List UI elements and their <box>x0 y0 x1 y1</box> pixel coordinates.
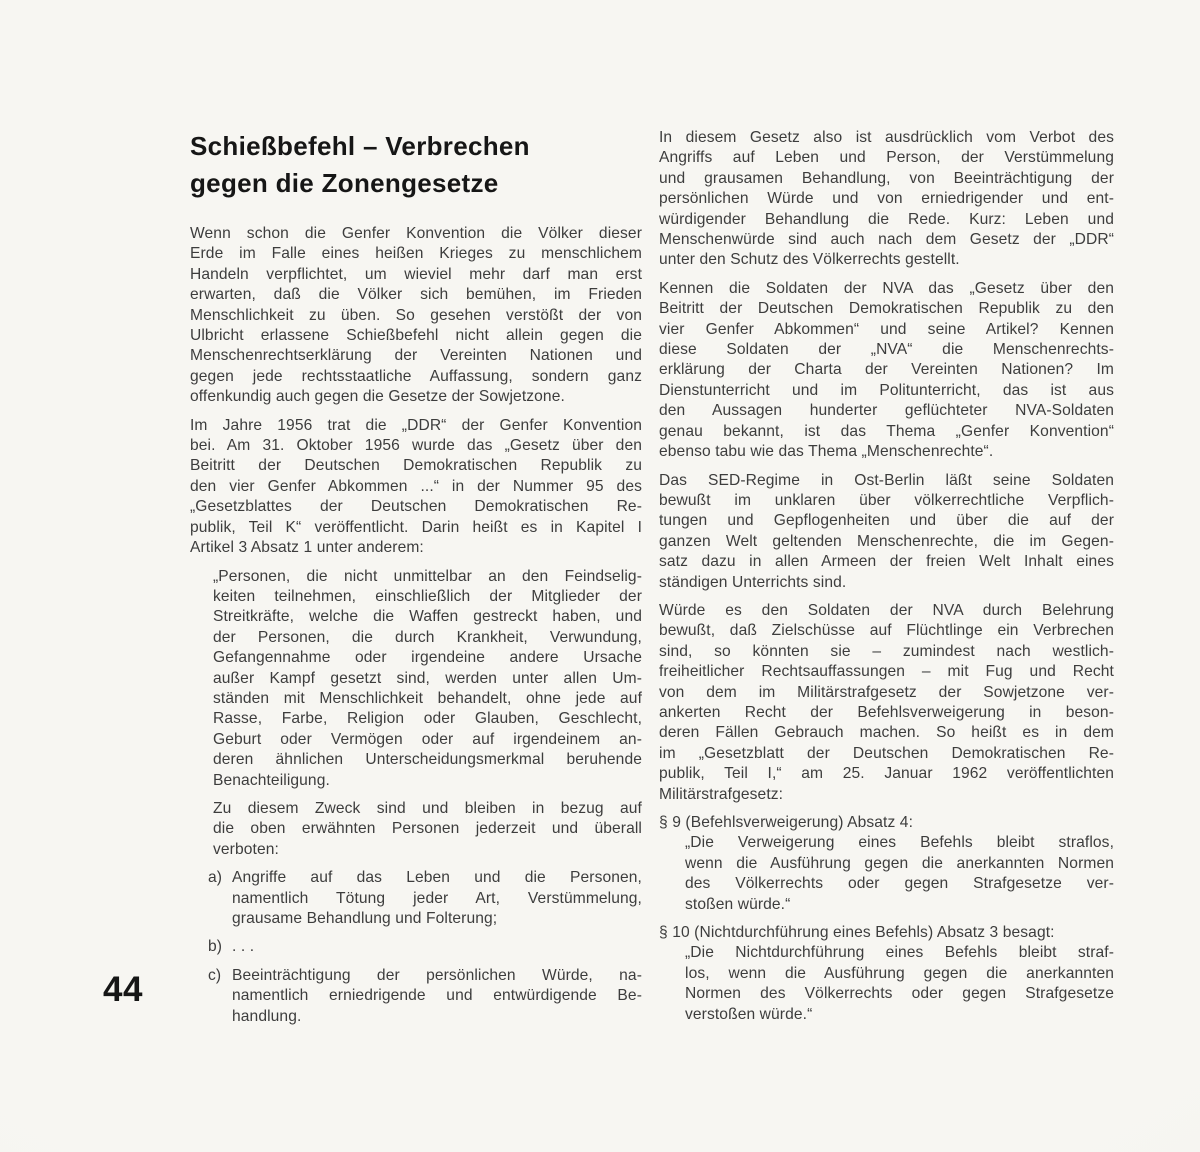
text-line: wenn die Ausführung gegen die anerkannten Normen <box>685 854 1114 872</box>
text-line: ständigen Unterrichts sind. <box>659 573 847 591</box>
text-line: „Die Nichtdurchführung eines Befehls bleibt straf- <box>685 944 1114 962</box>
paragraph-ddr-beitritt <box>190 416 642 559</box>
text-line: Geburt oder Vermögen oder auf irgendeinem an- <box>213 730 642 748</box>
article-title <box>190 128 642 202</box>
text-line: Handeln verpflichtet, um wieviel mehr darf man erst <box>190 265 642 283</box>
paragraph-sed-regime <box>659 471 1114 593</box>
text-line: Gefangennahme oder irgendeine andere Ursache <box>213 649 642 667</box>
list-item-c <box>190 966 642 1027</box>
text-line: Militärstrafgesetz: <box>659 785 784 803</box>
text-line: Wenn schon die Genfer Konvention die Völker dieser <box>190 225 642 242</box>
text-line: Würde es den Soldaten der NVA durch Belehrung <box>659 601 1114 619</box>
item-marker: c) <box>208 966 222 984</box>
text-line: grausame Behandlung und Folterung; <box>232 910 498 927</box>
text-line: des Völkerrechts oder gegen Strafgesetze ver- <box>685 875 1114 893</box>
text-line: . . . <box>232 938 255 956</box>
text-line: erwarten, daß die Völker sich bemühen, im Frieden <box>190 286 642 304</box>
text-line: genau bekannt, ist das Thema „Genfer Konvention“ <box>659 422 1114 440</box>
text-line: erklärung der Charta der Vereinten Nationen? Im <box>659 361 1114 379</box>
text-line: den vier Genfer Abkommen ...“ in der Nummer 95 des <box>190 477 642 495</box>
text-line: den Aussagen hunderter geflüchteter NVA-Soldaten <box>659 402 1114 420</box>
paragraph-intro <box>190 224 642 408</box>
text-line: tungen und Gepflogenheiten und über die auf der <box>659 512 1114 530</box>
text-line: Normen des Völkerrechts oder gegen Strafgesetze <box>685 985 1114 1003</box>
text-line: ganzen Welt geltenden Menschenrechte, die im Gegen- <box>659 532 1114 550</box>
text-line: Rasse, Farbe, Religion oder Glauben, Geschlecht, <box>213 710 642 728</box>
text-line: verstoßen würde.“ <box>685 1005 813 1023</box>
text-line: namentlich Tötung jeder Art, Verstümmelung, <box>232 889 642 907</box>
text-line: Streitkräfte, welche die Waffen gestreckt haben, und <box>213 608 642 626</box>
quote-personen <box>190 567 642 791</box>
title-line: gegen die Zonengesetze <box>190 168 499 198</box>
text-line: publik, Teil K“ veröffentlicht. Darin heißt es in Kapitel I <box>190 518 642 536</box>
text-line: Menschlichkeit zu üben. So gesehen verstößt der von <box>190 306 642 324</box>
text-line: „Die Verweigerung eines Befehls bleibt straflos, <box>685 834 1114 852</box>
text-line: Das SED-Regime in Ost-Berlin läßt seine Soldaten <box>659 471 1114 489</box>
item-marker: b) <box>208 938 223 956</box>
text-line: Zu diesem Zweck sind und bleiben in bezug auf <box>213 799 642 817</box>
text-line: persönlichen Würde und von erniedrigender und ent- <box>659 190 1114 208</box>
text-line: namentlich erniedrigende und entwürdigende Be- <box>232 987 642 1005</box>
text-line: Erde im Falle eines heißen Krieges zu menschlichem <box>190 245 642 263</box>
text-line: Angriffe auf das Leben und die Personen, <box>232 869 642 887</box>
law-header: § 10 (Nichtdurchführung eines Befehls) Absatz 3 besagt: <box>659 924 1055 942</box>
text-line: sind, so könnten sie – zumindest nach westlich- <box>659 642 1114 660</box>
text-line: handlung. <box>232 1007 302 1025</box>
text-line: Artikel 3 Absatz 1 unter anderem: <box>190 539 424 557</box>
text-line: freiheitlicher Rechtsauffassungen – mit Fug und Recht <box>659 663 1114 681</box>
item-marker: a) <box>208 869 223 887</box>
text-line: Benachteiligung. <box>213 771 330 789</box>
text-line: Beitritt der Deutschen Demokratischen Republik zu den <box>659 300 1114 318</box>
paragraph-belehrung <box>659 601 1114 805</box>
text-line: diese Soldaten der „NVA“ die Menschenrechts- <box>659 341 1114 359</box>
text-line: deren ähnlichen Unterscheidungsmerkmal beruhende <box>213 751 642 769</box>
text-line: Beeinträchtigung der persönlichen Würde, na- <box>232 966 642 984</box>
text-line: stoßen würde.“ <box>685 895 791 913</box>
text-line: Kennen die Soldaten der NVA das „Gesetz über den <box>659 279 1114 297</box>
text-line: Menschenwürde sind auch nach dem Gesetz der „DDR“ <box>659 231 1114 249</box>
law-section-9 <box>659 813 1114 915</box>
text-line: ebenso tabu wie das Thema „Menschenrechte“. <box>659 443 994 461</box>
text-line: und grausamen Behandlung, von Beeinträchtigung der <box>659 169 1114 187</box>
text-line: „Personen, die nicht unmittelbar an den Feindselig- <box>213 567 642 585</box>
title-line: Schießbefehl – Verbrechen <box>190 131 530 161</box>
text-line: offenkundig auch gegen die Gesetze der Sowjetzone. <box>190 388 565 406</box>
text-line: ständen mit Menschlichkeit behandelt, ohne jede auf <box>213 689 642 707</box>
text-line: Dienstunterricht und im Politunterricht, das ist aus <box>659 381 1114 399</box>
text-line: die oben erwähnten Personen jederzeit und überall <box>213 820 642 838</box>
text-line: bewußt, daß Zielschüsse auf Flüchtlinge ein Verbrechen <box>659 622 1114 640</box>
law-section-10 <box>659 923 1114 1025</box>
text-line: Beitritt der Deutschen Demokratischen Republik zu <box>190 457 642 475</box>
quote-zweck <box>190 799 642 860</box>
text-line: Angriffs auf Leben und Person, der Verstümmelung <box>659 149 1114 167</box>
text-line: bei. Am 31. Oktober 1956 wurde das „Gesetz über den <box>190 437 642 455</box>
text-line: gegen jede rechtsstaatliche Auffassung, sondern ganz <box>190 367 642 385</box>
text-line: „Gesetzblattes der Deutschen Demokratischen Re- <box>190 498 642 516</box>
text-line: außer Kampf gesetzt sind, werden unter allen Um- <box>213 669 642 687</box>
left-column <box>190 128 642 1027</box>
text-line: im „Gesetzblatt der Deutschen Demokratischen Re- <box>659 744 1114 762</box>
list-item-a <box>190 868 642 929</box>
text-line: unter den Schutz des Völkerrechts gestellt. <box>659 251 960 269</box>
text-line: publik, Teil I,“ am 25. Januar 1962 veröffentlichten <box>659 765 1114 783</box>
text-line: Im Jahre 1956 trat die „DDR“ der Genfer Konvention <box>190 416 642 434</box>
text-line: ankerten Recht der Befehlsverweigerung in beson- <box>659 703 1114 721</box>
right-column <box>659 128 1114 1025</box>
text-line: der Personen, die durch Krankheit, Verwundung, <box>213 628 642 646</box>
text-line: Menschenrechtserklärung der Vereinten Nationen und <box>190 347 642 365</box>
text-line: bewußt im unklaren über völkerrechtliche Verpflich- <box>659 491 1114 509</box>
text-line: los, wenn die Ausführung gegen die anerkannten <box>685 964 1114 982</box>
text-line: deren Fällen Gebrauch machen. So heißt es in dem <box>659 724 1114 742</box>
law-header: § 9 (Befehlsverweigerung) Absatz 4: <box>659 814 914 831</box>
paragraph-verbot <box>659 128 1114 271</box>
text-line: Ulbricht erlassene Schießbefehl nicht allein gegen die <box>190 327 642 345</box>
text-line: würdigender Behandlung die Rede. Kurz: Leben und <box>659 210 1114 228</box>
paragraph-kennen <box>659 279 1114 463</box>
text-line: verboten: <box>213 840 279 858</box>
text-line: In diesem Gesetz also ist ausdrücklich vom Verbot des <box>659 129 1114 146</box>
text-line: satz dazu in allen Armeen der freien Welt Inhalt eines <box>659 553 1114 571</box>
list-item-b <box>190 937 642 957</box>
text-line: keiten teilnehmen, einschließlich der Mitglieder der <box>213 587 642 605</box>
page-number: 44 <box>103 970 143 1009</box>
text-line: vier Genfer Abkommen“ und seine Artikel? Kennen <box>659 320 1114 338</box>
text-line: von dem im Militärstrafgesetz der Sowjetzone ver- <box>659 683 1114 701</box>
